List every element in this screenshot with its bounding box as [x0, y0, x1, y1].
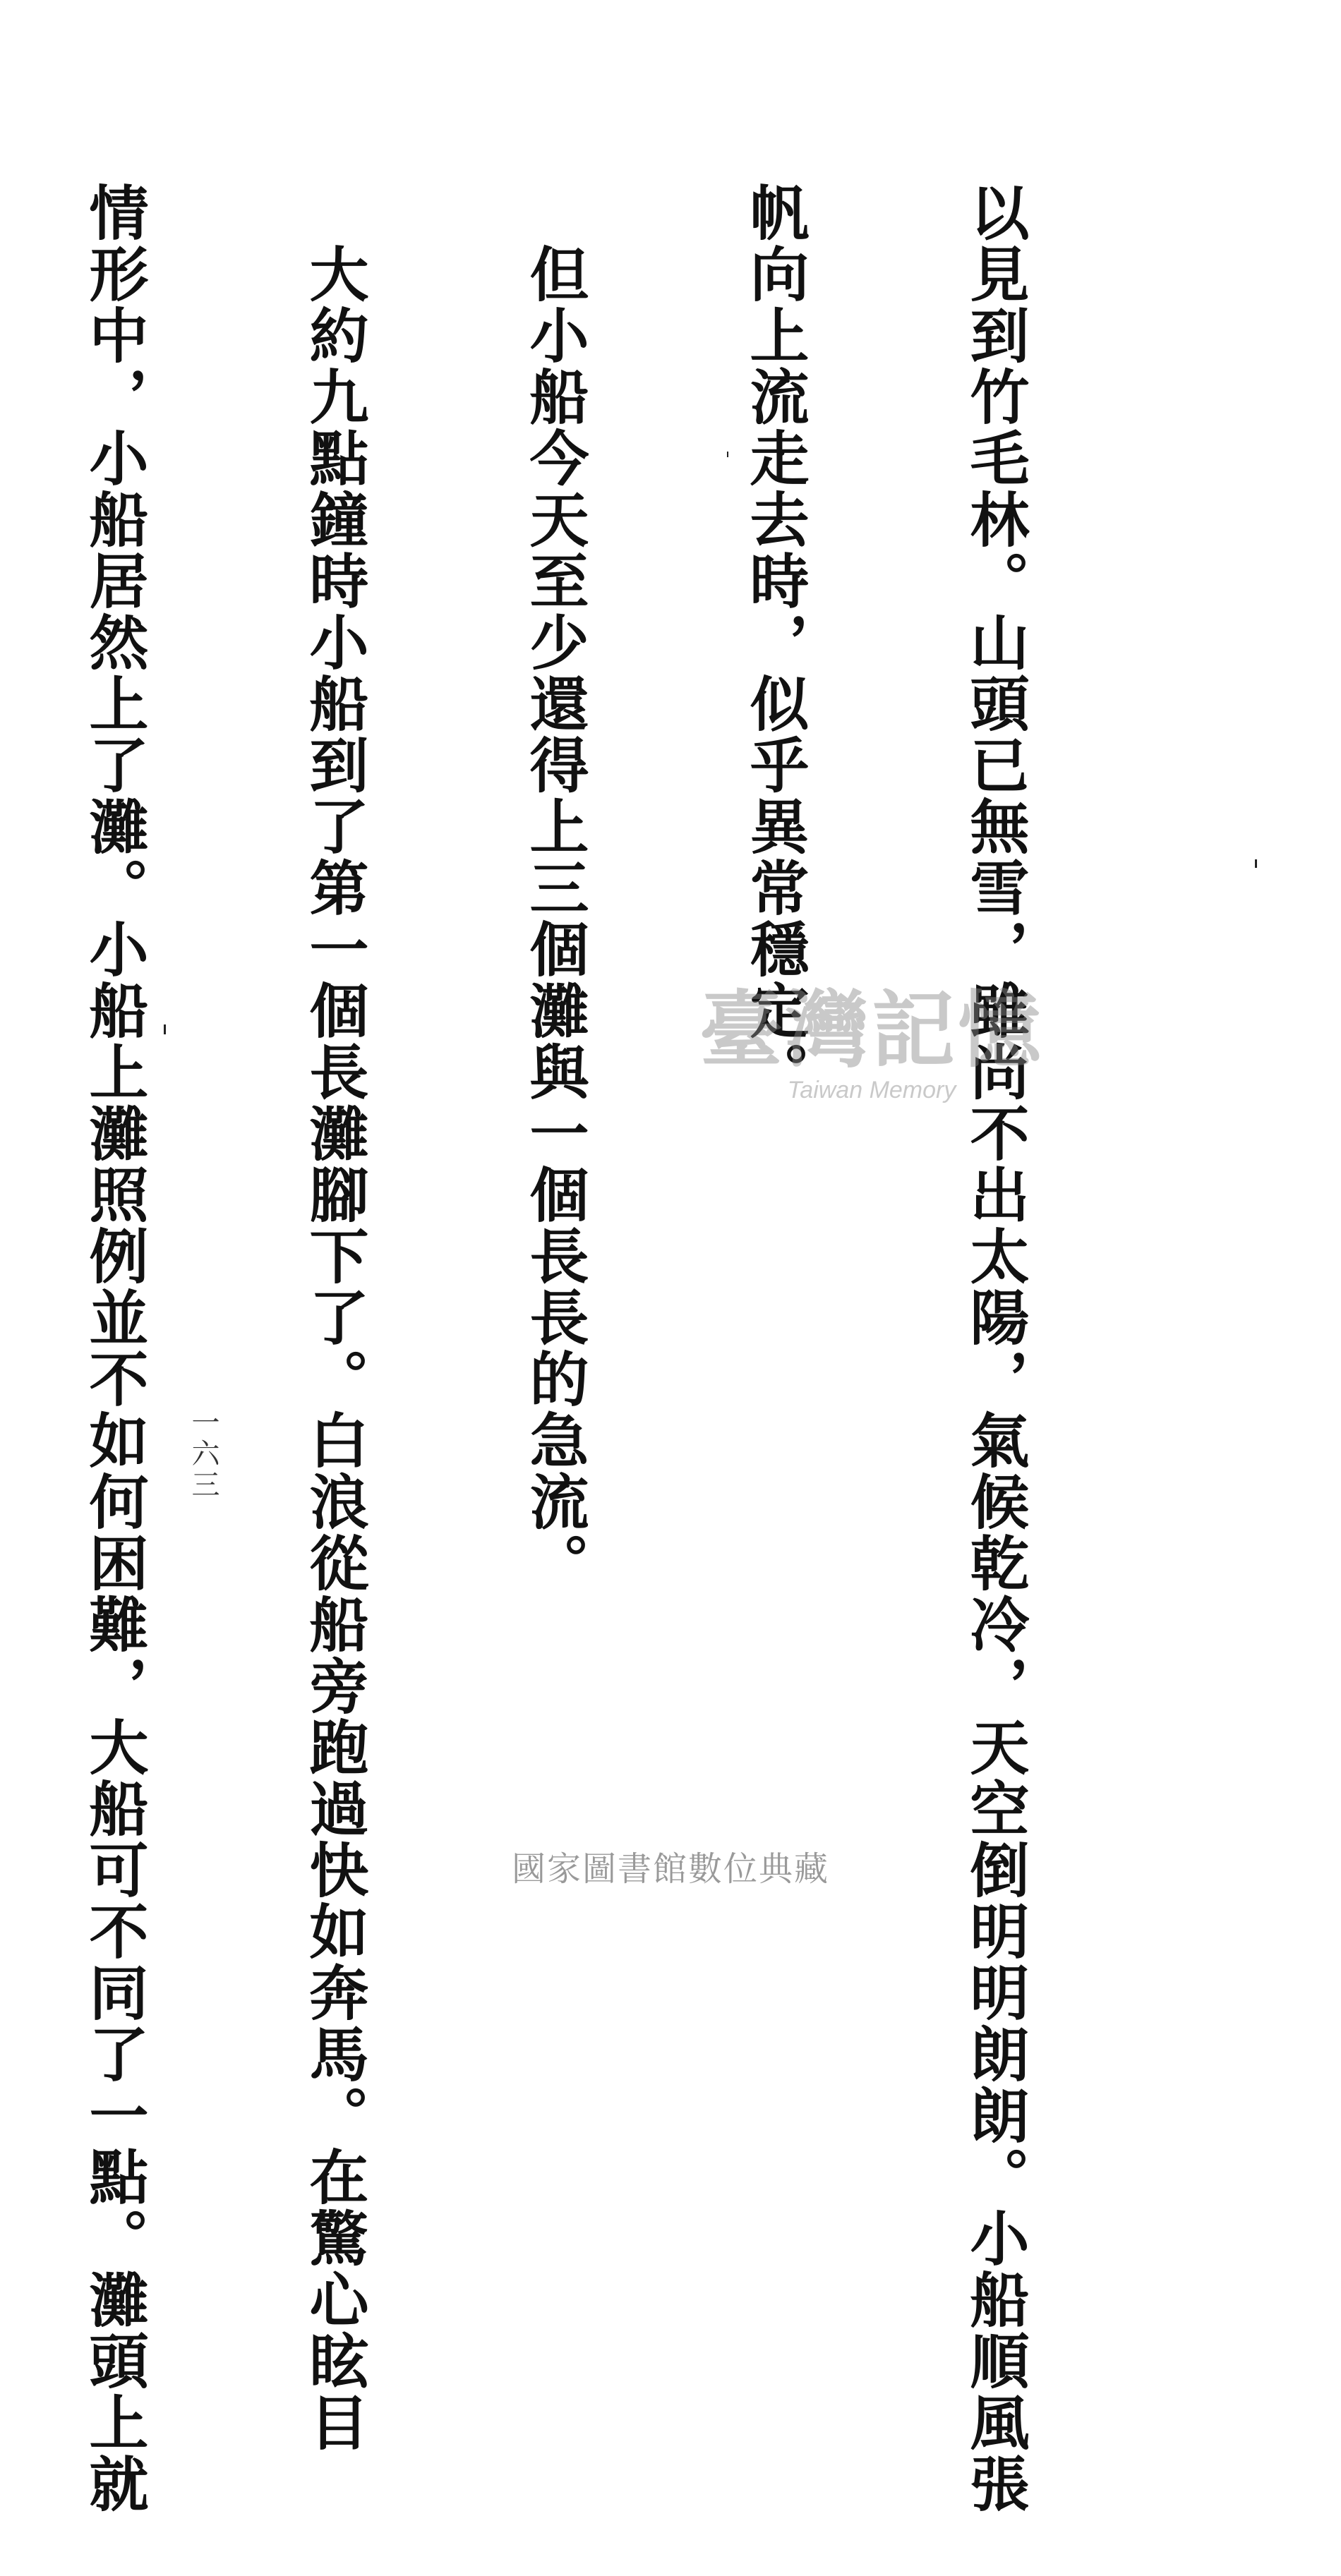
- watermark-chinese: 臺灣記憶: [699, 981, 1044, 1079]
- text-column-4: 大約九點鐘時小船到了第一個長灘腳下了。白浪從船旁跑過快如奔馬。在驚心眩目: [300, 182, 370, 2453]
- text-column-2: 帆向上流走去時，似乎異常穩定。: [740, 182, 810, 1103]
- page-number: 一六三: [187, 1408, 220, 1501]
- watermark-english: Taiwan Memory: [787, 1077, 956, 1103]
- scan-speck: [727, 452, 728, 457]
- library-footer: 國家圖書館數位典藏: [511, 1849, 829, 1889]
- text-column-1: 以見到竹毛林。山頭已無雪，雖尚不出太陽，氣候乾冷，天空倒明明朗朗。小船順風張: [961, 182, 1030, 2515]
- scan-speck: [1255, 859, 1257, 868]
- text-column-5: 情形中，小船居然上了灘。小船上灘照例並不如何困難，大船可不同了一點。灘頭上就: [80, 182, 150, 2515]
- text-column-3: 但小船今天至少還得上三個灘與一個長長的急流。: [520, 182, 590, 1594]
- scan-speck: [164, 1024, 166, 1034]
